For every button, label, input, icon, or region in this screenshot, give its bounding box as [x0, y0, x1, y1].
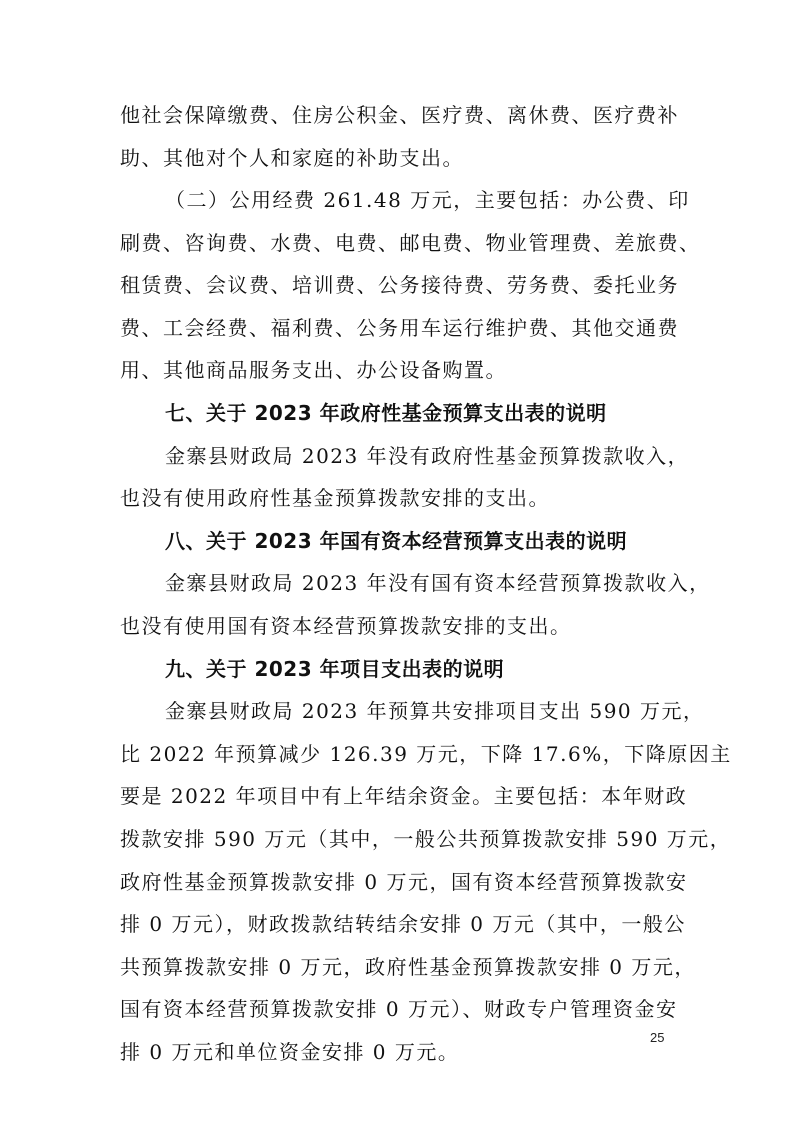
body-text-line: 金寨县财政局 2023 年没有政府性基金预算拨款收入， — [165, 444, 690, 468]
body-text-line: 也没有使用国有资本经营预算拨款安排的支出。 — [120, 614, 572, 638]
body-text-line: 比 2022 年预算减少 126.39 万元，下降 17.6%，下降原因主 — [120, 742, 732, 766]
body-text-line: 也没有使用政府性基金预算拨款安排的支出。 — [120, 486, 550, 510]
body-text-line: 助、其他对个人和家庭的补助支出。 — [120, 146, 464, 170]
body-text-line: 排 0 万元），财政拨款结转结余安排 0 万元（其中，一般公 — [120, 912, 686, 936]
body-text-line: 政府性基金预算拨款安排 0 万元，国有资本经营预算拨款安 — [120, 870, 688, 894]
section-heading: 九、关于 2023 年项目支出表的说明 — [165, 657, 505, 681]
body-text-line: 租赁费、会议费、培训费、公务接待费、劳务费、委托业务 — [120, 273, 679, 297]
body-text-line: 用、其他商品服务支出、办公设备购置。 — [120, 358, 507, 382]
body-text-line: 金寨县财政局 2023 年预算共安排项目支出 590 万元， — [165, 699, 705, 723]
section-heading: 八、关于 2023 年国有资本经营预算支出表的说明 — [165, 529, 628, 553]
body-text-line: 费、工会经费、福利费、公务用车运行维护费、其他交通费 — [120, 316, 679, 340]
body-text-line: 国有资本经营预算拨款安排 0 万元）、财政专户管理资金安 — [120, 997, 678, 1021]
page-number: 25 — [650, 1030, 665, 1045]
body-text-line: 拨款安排 590 万元（其中，一般公共预算拨款安排 590 万元， — [120, 827, 732, 851]
body-text-line: 他社会保障缴费、住房公积金、医疗费、离休费、医疗费补 — [120, 103, 679, 127]
body-text-line: 刷费、咨询费、水费、电费、邮电费、物业管理费、差旅费、 — [120, 231, 701, 255]
body-text-line: （二）公用经费 261.48 万元，主要包括：办公费、印 — [165, 188, 690, 212]
body-text-line: 共预算拨款安排 0 万元，政府性基金预算拨款安排 0 万元， — [120, 955, 696, 979]
body-text-line: 排 0 万元和单位资金安排 0 万元。 — [120, 1040, 460, 1064]
body-text-line: 金寨县财政局 2023 年没有国有资本经营预算拨款收入， — [165, 571, 711, 595]
section-heading: 七、关于 2023 年政府性基金预算支出表的说明 — [165, 401, 607, 425]
body-text-line: 要是 2022 年项目中有上年结余资金。主要包括：本年财政 — [120, 784, 688, 808]
